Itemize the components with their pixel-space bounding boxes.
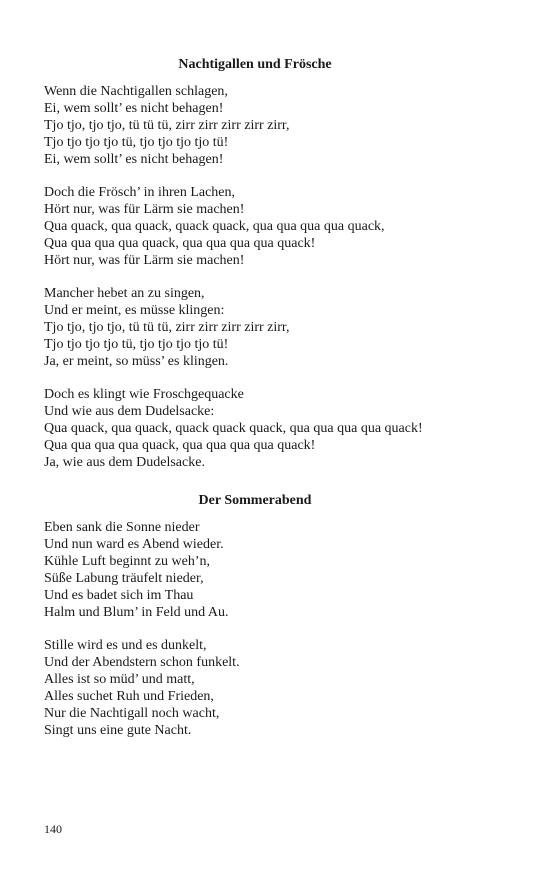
poem-title-nachtigallen: Nachtigallen und Frösche <box>178 57 332 72</box>
verse-line: Eben sank die Sonne nieder <box>44 520 200 535</box>
verse-line: Tjo tjo, tjo tjo, tü tü tü, zirr zirr zirr zirr zirr, <box>44 117 290 133</box>
verse-line: Stille wird es und es dunkelt, <box>44 638 207 653</box>
verse-line: Qua qua qua qua quack, qua qua qua qua quack! <box>44 437 316 453</box>
verse-line: Süße Labung träufelt nieder, <box>44 570 204 586</box>
page-number: 140 <box>44 822 62 836</box>
verse-line: Tjo tjo tjo tjo tü, tjo tjo tjo tjo tü! <box>44 336 229 352</box>
poem-title-sommerabend: Der Sommerabend <box>198 493 312 508</box>
verse-line: Und wie aus dem Dudelsacke: <box>44 403 215 419</box>
stanza-1 <box>44 84 524 169</box>
stanza-6 <box>44 638 524 739</box>
verse-line: Halm und Blum’ in Feld und Au. <box>44 604 229 620</box>
stanza-2 <box>44 185 524 270</box>
verse-line: Und nun ward es Abend wieder. <box>44 536 224 552</box>
verse-line: Alles suchet Ruh und Frieden, <box>44 688 214 704</box>
verse-line: Qua quack, qua quack, quack quack quack, qua qua qua qua quack! <box>44 420 423 436</box>
verse-line: Mancher hebet an zu singen, <box>44 286 205 301</box>
verse-line: Kühle Luft beginnt zu weh’n, <box>44 553 211 569</box>
verse-line: Singt uns eine gute Nacht. <box>44 722 192 738</box>
verse-line: Qua qua qua qua quack, qua qua qua qua quack! <box>44 235 316 251</box>
stanza-5 <box>44 520 524 621</box>
verse-line: Ja, wie aus dem Dudelsacke. <box>44 454 205 470</box>
stanza-3 <box>44 286 524 371</box>
verse-line: Hört nur, was für Lärm sie machen! <box>44 252 245 268</box>
verse-line: Und es badet sich im Thau <box>44 587 194 603</box>
verse-line: Hört nur, was für Lärm sie machen! <box>44 201 245 217</box>
verse-line: Doch es klingt wie Froschgequacke <box>44 387 244 402</box>
verse-line: Tjo tjo tjo tjo tü, tjo tjo tjo tjo tü! <box>44 134 229 150</box>
stanza-4 <box>44 387 524 472</box>
verse-line: Nur die Nachtigall noch wacht, <box>44 705 220 721</box>
verse-line: Ei, wem sollt’ es nicht behagen! <box>44 100 224 116</box>
verse-line: Alles ist so müd’ und matt, <box>44 671 195 687</box>
verse-line: Qua quack, qua quack, quack quack, qua qua qua qua quack, <box>44 218 385 234</box>
verse-line: Wenn die Nachtigallen schlagen, <box>44 84 228 99</box>
verse-line: Tjo tjo, tjo tjo, tü tü tü, zirr zirr zirr zirr zirr, <box>44 319 290 335</box>
verse-line: Und der Abendstern schon funkelt. <box>44 654 240 670</box>
verse-line: Und er meint, es müsse klingen: <box>44 302 225 318</box>
verse-line: Doch die Frösch’ in ihren Lachen, <box>44 185 236 200</box>
verse-line: Ei, wem sollt’ es nicht behagen! <box>44 151 224 167</box>
verse-line: Ja, er meint, so müss’ es klingen. <box>44 353 229 369</box>
